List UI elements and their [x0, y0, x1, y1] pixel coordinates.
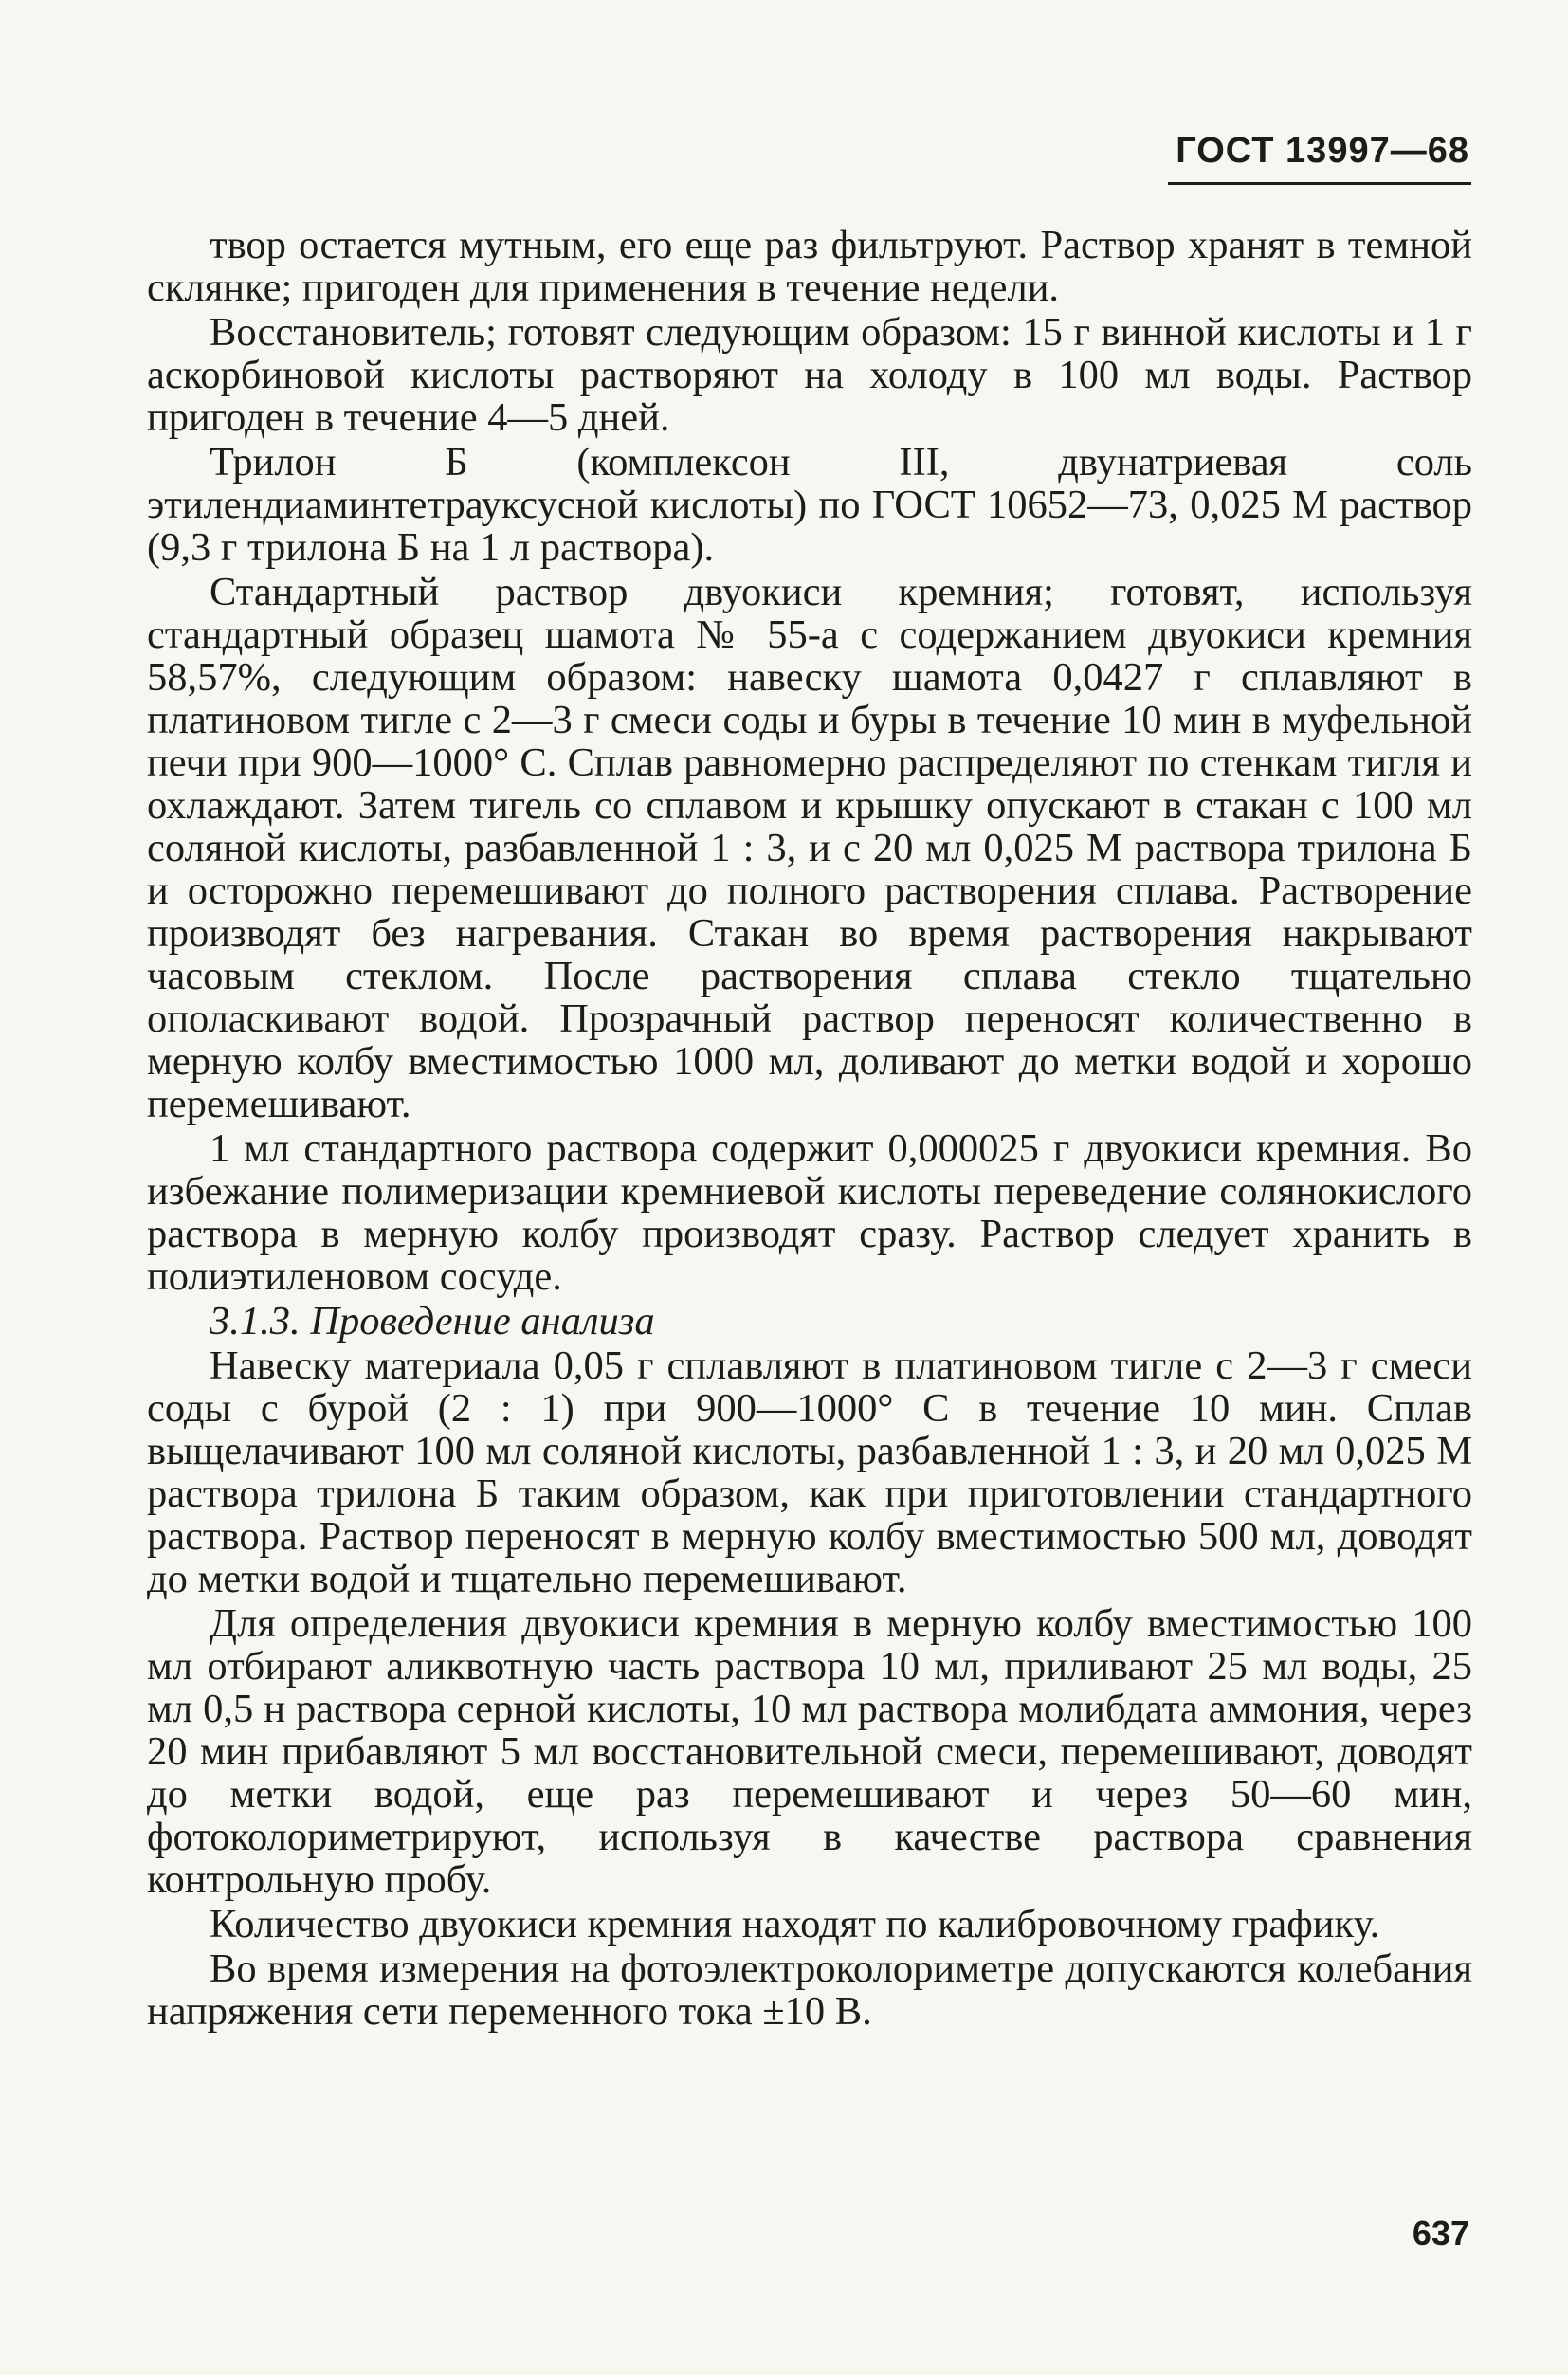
paragraph-reducer: Восстановитель; готовят следующим образом: 15 г винной кислоты и 1 г аскорбиновой кислоты растворяют на холоду в 100 мл воды. Раствор пригоден в течение 4—5 дней.: [147, 310, 1472, 440]
document-body: [147, 224, 1472, 2035]
paragraph-standard-solution: Стандартный раствор двуокиси кремния; готовят, используя стандартный образец шамота № 55-а с содержанием двуокиси кремния 58,57%, следующим образом: навеску шамота 0,0427 г сплавляют в платиновом тигле с 2—3 г смеси соды и буры в течение 10 мин в муфельной печи при 900—1000° С. Сплав равномерно распределяют по стенкам тигля и охлаждают. Затем тигель со сплавом и крышку опускают в стакан с 100 мл соляной кислоты, разбавленной 1 : 3, и с 20 мл 0,025 М раствора трилона Б и осторожно перемешивают до полного растворения сплава. Растворение производят без нагревания. Стакан во время растворения накрывают часовым стеклом. После растворения сплава стекло тщательно ополаскивают водой. Прозрачный раствор переносят количественно в мерную колбу вместимостью 1000 мл, доливают до метки водой и хорошо перемешивают.: [147, 570, 1472, 1126]
paragraph-trilon: Трилон Б (комплексон III, двунатриевая соль этилендиаминтетрауксусной кислоты) по ГОСТ 10652—73, 0,025 М раствор (9,3 г трилона Б на 1 л раствора).: [147, 440, 1472, 570]
header-rule: [1168, 182, 1471, 185]
section-heading-analysis: 3.1.3. Проведение анализа: [210, 1299, 655, 1343]
paragraph-determination: Для определения двуокиси кремния в мерную колбу вместимостью 100 мл отбирают аликвотную часть раствора 10 мл, приливают 25 мл воды, 25 мл 0,5 н раствора серной кислоты, 10 мл раствора молибдата аммония, через 20 мин прибавляют 5 мл восстановительной смеси, перемешивают, доводят до метки водой, еще раз перемешивают и через 50—60 мин, фотоколориметрируют, используя в качестве раствора сравнения контрольную пробу.: [147, 1601, 1472, 1902]
paragraph-continuation: твор остается мутным, его еще раз фильтруют. Раствор хранят в темной склянке; пригоден для применения в течение недели.: [147, 223, 1472, 310]
standard-number-header: ГОСТ 13997—68: [1176, 131, 1469, 171]
paragraph-sample-fusion: Навеску материала 0,05 г сплавляют в платиновом тигле с 2—3 г смеси соды с бурой (2 : 1) при 900—1000° С в течение 10 мин. Сплав выщелачивают 100 мл соляной кислоты, разбавленной 1 : 3, и 20 мл 0,025 М раствора трилона Б таким образом, как при приготовлении стандартного раствора. Раствор переносят в мерную колбу вместимостью 500 мл, доводят до метки водой и тщательно перемешивают.: [147, 1343, 1472, 1601]
paragraph-calibration: Количество двуокиси кремния находят по калибровочному графику.: [210, 1902, 1380, 1946]
paragraph-standard-concentration: 1 мл стандартного раствора содержит 0,000025 г двуокиси кремния. Во избежание полимеризации кремниевой кислоты переведение солянокислого раствора в мерную колбу производят сразу. Раствор следует хранить в полиэтиленовом сосуде.: [147, 1126, 1472, 1299]
paragraph-voltage-tolerance: Во время измерения на фотоэлектроколориметре допускаются колебания напряжения сети переменного тока ±10 В.: [147, 1946, 1472, 2034]
page-number: 637: [1412, 2214, 1469, 2253]
